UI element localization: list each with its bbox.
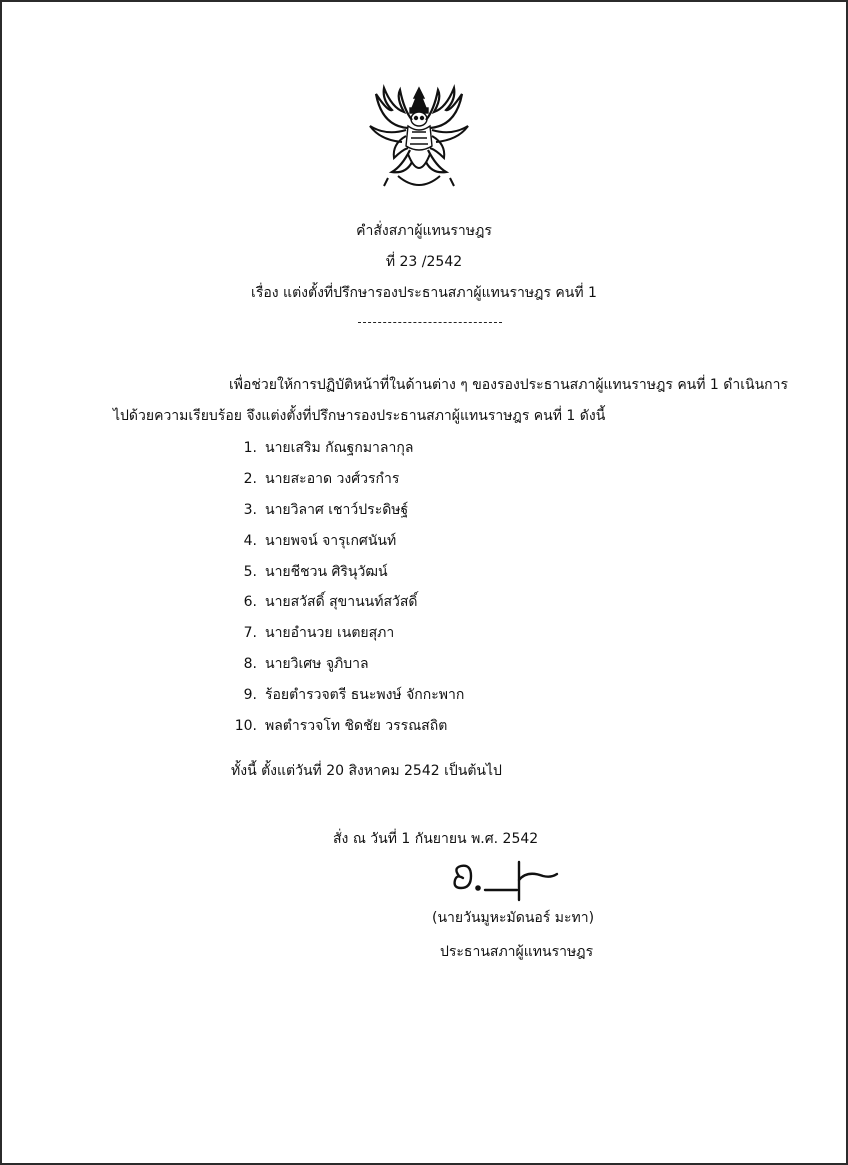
list-item xyxy=(231,593,464,624)
list-item-name: นายเสริม กัณฐกมาลากุล xyxy=(265,440,414,456)
list-item xyxy=(231,439,464,470)
handwritten-signature xyxy=(445,858,565,902)
list-item-name: ร้อยตำรวจตรี ธนะพงษ์ จักกะพาก xyxy=(265,687,465,704)
list-item-name: นายชีชวน ศิรินุวัฒน์ xyxy=(265,563,388,580)
list-item xyxy=(231,532,464,563)
list-item-name: นายวิเศษ จูภิบาล xyxy=(265,656,369,673)
signer-name: (นายวันมูหะมัดนอร์ มะทา) xyxy=(432,910,595,926)
list-item-number: 1. xyxy=(243,440,257,456)
list-item xyxy=(231,686,464,717)
list-item-name: นายสวัสดิ์ สุขานนท์สวัสดิ์ xyxy=(265,594,418,611)
order-title: คำสั่งสภาผู้แทนราษฎร xyxy=(356,223,492,239)
list-item-number: 4. xyxy=(243,532,257,549)
list-item-number: 8. xyxy=(243,656,257,673)
body-paragraph-line-2: ไปด้วยความเรียบร้อย จึงแต่งตั้งที่ปรึกษารองประธานสภาผู้แทนราษฎร คนที่ 1 ดังนี้ xyxy=(113,408,606,424)
list-item xyxy=(231,717,464,748)
effective-date: ทั้งนี้ ตั้งแต่วันที่ 20 สิงหาคม 2542 เป็นต้นไป xyxy=(231,763,502,779)
list-item-number: 10. xyxy=(234,718,257,735)
list-item xyxy=(231,624,464,655)
order-subject: เรื่อง แต่งตั้งที่ปรึกษารองประธานสภาผู้แทนราษฎร คนที่ 1 xyxy=(251,285,597,301)
page-border-left xyxy=(0,0,2,1165)
list-item-name: พลตำรวจโท ชิดชัย วรรณสถิต xyxy=(265,718,448,735)
order-number: ที่ 23 /2542 xyxy=(385,254,463,270)
list-item xyxy=(231,563,464,594)
title-divider xyxy=(358,322,502,323)
list-item xyxy=(231,501,464,532)
page-border-top xyxy=(0,0,848,2)
list-item-name: นายพจน์ จารุเกศนันท์ xyxy=(265,532,397,549)
list-item-name: นายสะอาด วงศ์วรกำร xyxy=(265,470,400,487)
list-item-number: 9. xyxy=(243,687,257,704)
list-item-name: นายวิลาศ เชาว์ประดิษฐ์ xyxy=(265,501,409,518)
list-item-number: 3. xyxy=(243,501,257,518)
given-date: สั่ง ณ วันที่ 1 กันยายน พ.ศ. 2542 xyxy=(333,831,539,847)
body-paragraph-line-1: เพื่อช่วยให้การปฏิบัติหน้าที่ในด้านต่าง ๆ ของรองประธานสภาผู้แทนราษฎร คนที่ 1 ดำเนินการ xyxy=(229,377,789,393)
garuda-emblem-icon xyxy=(362,82,476,196)
signer-title: ประธานสภาผู้แทนราษฎร xyxy=(440,944,594,960)
list-item-number: 5. xyxy=(243,563,257,580)
appointee-list xyxy=(231,439,464,748)
list-item-number: 7. xyxy=(243,625,257,642)
list-item xyxy=(231,655,464,686)
list-item-name: นายอำนวย เนตยสุภา xyxy=(265,625,395,642)
list-item-number: 6. xyxy=(243,594,257,611)
list-item-number: 2. xyxy=(243,470,257,487)
list-item xyxy=(231,470,464,501)
